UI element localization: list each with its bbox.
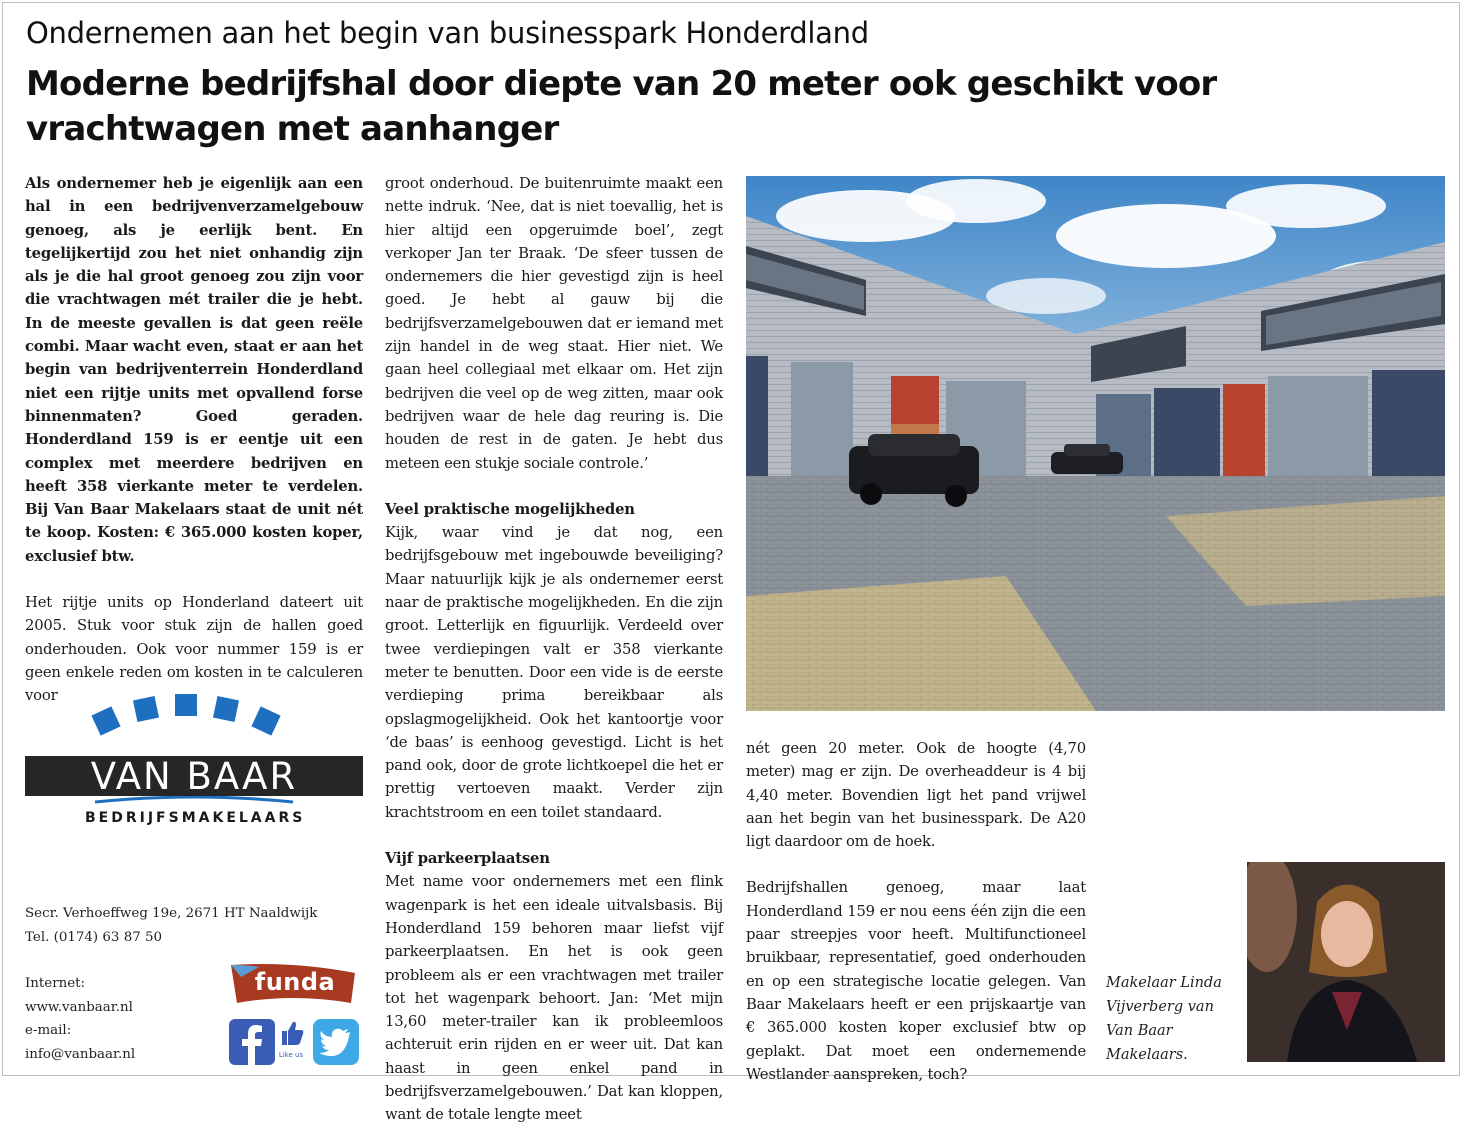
article-column-2: [385, 172, 723, 1127]
phone: Tel. (0174) 63 87 50: [25, 930, 163, 945]
funda-label: funda: [254, 968, 336, 996]
article-column-1: [25, 172, 363, 708]
logo-name: VAN BAAR: [25, 756, 363, 796]
email-link[interactable]: info@vanbaar.nl: [25, 1047, 136, 1062]
facebook-icon[interactable]: [229, 1019, 275, 1069]
logo-subtitle: BEDRIJFSMAKELAARS: [85, 810, 306, 826]
address: Secr. Verhoeffweg 19e, 2671 HT Naaldwijk: [25, 906, 318, 921]
funda-badge[interactable]: [229, 963, 357, 1007]
website-link[interactable]: www.vanbaar.nl: [25, 1000, 133, 1015]
photo-caption: Makelaar Linda Vijverberg van Van Baar Makelaars.: [1106, 975, 1222, 1063]
article-lead: Als ondernemer heb je eigenlijk aan een hal in een bedrijvenverzamelgebouw genoeg, als je eerlijk bent. En tegelijkertijd zou het niet onhandig zijn als je die hal groot genoeg zou zijn voor die vrachtwagen mét trailer die je hebt. In de meeste gevallen is dat geen reële combi. Maar wacht even, staat er aan het begin van bedrijventerrein Honderdland niet een rijtje units met opvallend forse binnenmaten? Goed geraden. Honderdland 159 is er eentje uit een complex met meerdere bedrijven en heeft 358 vierkante meter te verdelen. Bij Van Baar Makelaars staat de unit nét te koop. Kosten: € 365.000 kosten koper, exclusief btw.: [25, 175, 363, 565]
building-photo: [746, 176, 1445, 711]
article-headline: Moderne bedrijfshal door diepte van 20 meter ook geschikt voor vrachtwagen met aanhanger: [26, 64, 1217, 149]
like-us-icon[interactable]: [276, 1019, 306, 1065]
article-paragraph-2: Kijk, waar vind je dat nog, een bedrijfsgebouw met ingebouwde beveiliging? Maar natuurlijk kijk je als ondernemer eerst naar de praktische mogelijkheden. En die zijn groot. Letterlijk en figuurlijk. Verdeeld over twee verdiepingen valt er 358 vierkante meter te benutten. Door een vide is de eerste verdieping prima bereikbaar als opslagmogelijkheid. Ook het kantoortje voor ‘de baas’ is eenhoog gevestigd. Licht is het pand ook, door de grote lichtkoepel die het er prettig vertoeven maakt. Verder zijn krachtstroom en een toilet standaard.: [385, 524, 723, 821]
article-kicker: Ondernemen aan het begin van businesspark Honderdland: [26, 16, 869, 50]
subheading-practical: Veel praktische mogelijkheden: [385, 500, 635, 518]
like-us-label: Like us: [278, 1051, 304, 1059]
van-baar-logo: [25, 690, 363, 850]
article-column-3: [746, 737, 1086, 1086]
email-label: e-mail:: [25, 1023, 72, 1038]
article-paragraph-3a: Met name voor ondernemers met een flink wagenpark is het een ideale uitvalsbasis. Bij Honderdland 159 behoren maar liefst vijf parkeerplaatsen. En het is ook geen probleem als er een vrachtwagen met trailer tot het wagenpark behoort. Jan: ‘Met mijn 13,60 meter-trailer kan ik probleemloos achteruit erin rijden en er weer uit. Dat kan haast in geen enkel pand in bedrijfsverzamelgebouwen.’ Dat kan kloppen, want de totale lengte meet: [385, 873, 723, 1124]
article-paragraph-1b: groot onderhoud. De buitenruimte maakt een nette indruk. ‘Nee, dat is niet toevallig, het is hier altijd een opgeruimde boel’, zegt verkoper Jan ter Braak. ‘De sfeer tussen de ondernemers die hier gevestigd zijn is heel goed. Je hebt al gauw bij die bedrijfsverzamelgebouwen dat er iemand met zijn handel in de weg staat. Hier niet. We gaan heel collegiaal met elkaar om. Het zijn bedrijven die veel op de weg zitten, maar ook bedrijven waar de hele dag reuring is. Die houden de rest in de gaten. Je hebt dus meteen een stukje sociale controle.’: [385, 175, 723, 472]
article-paragraph-1a: Het rijtje units op Honderland dateert uit 2005. Stuk voor stuk zijn de hallen goed onderhouden. Ook voor nummer 159 is er geen enkele reden om kosten in te calculeren voor: [25, 594, 363, 705]
twitter-icon[interactable]: [313, 1019, 359, 1069]
realtor-portrait: [1247, 862, 1445, 1062]
article-paragraph-3b: nét geen 20 meter. Ook de hoogte (4,70 meter) mag er zijn. De overheaddeur is 4 bij 4,40 meter. Bovendien ligt het pand vrijwel aan het begin van het businesspark. De A20 ligt daardoor om de hoek.: [746, 740, 1086, 851]
subheading-parking: Vijf parkeerplaatsen: [385, 850, 550, 868]
internet-label: Internet:: [25, 976, 86, 991]
article-paragraph-4: Bedrijfshallen genoeg, maar laat Honderdland 159 er nou eens één zijn die een paar streepjes voor heeft. Multifunctioneel bruikbaar, representatief, goed onderhouden en op een strategische locatie gelegen. Van Baar Makelaars heeft er een prijskaartje van € 365.000 kosten koper exclusief btw op geplakt. Dat moet een ondernemende Westlander aanspreken, toch?: [746, 879, 1086, 1083]
